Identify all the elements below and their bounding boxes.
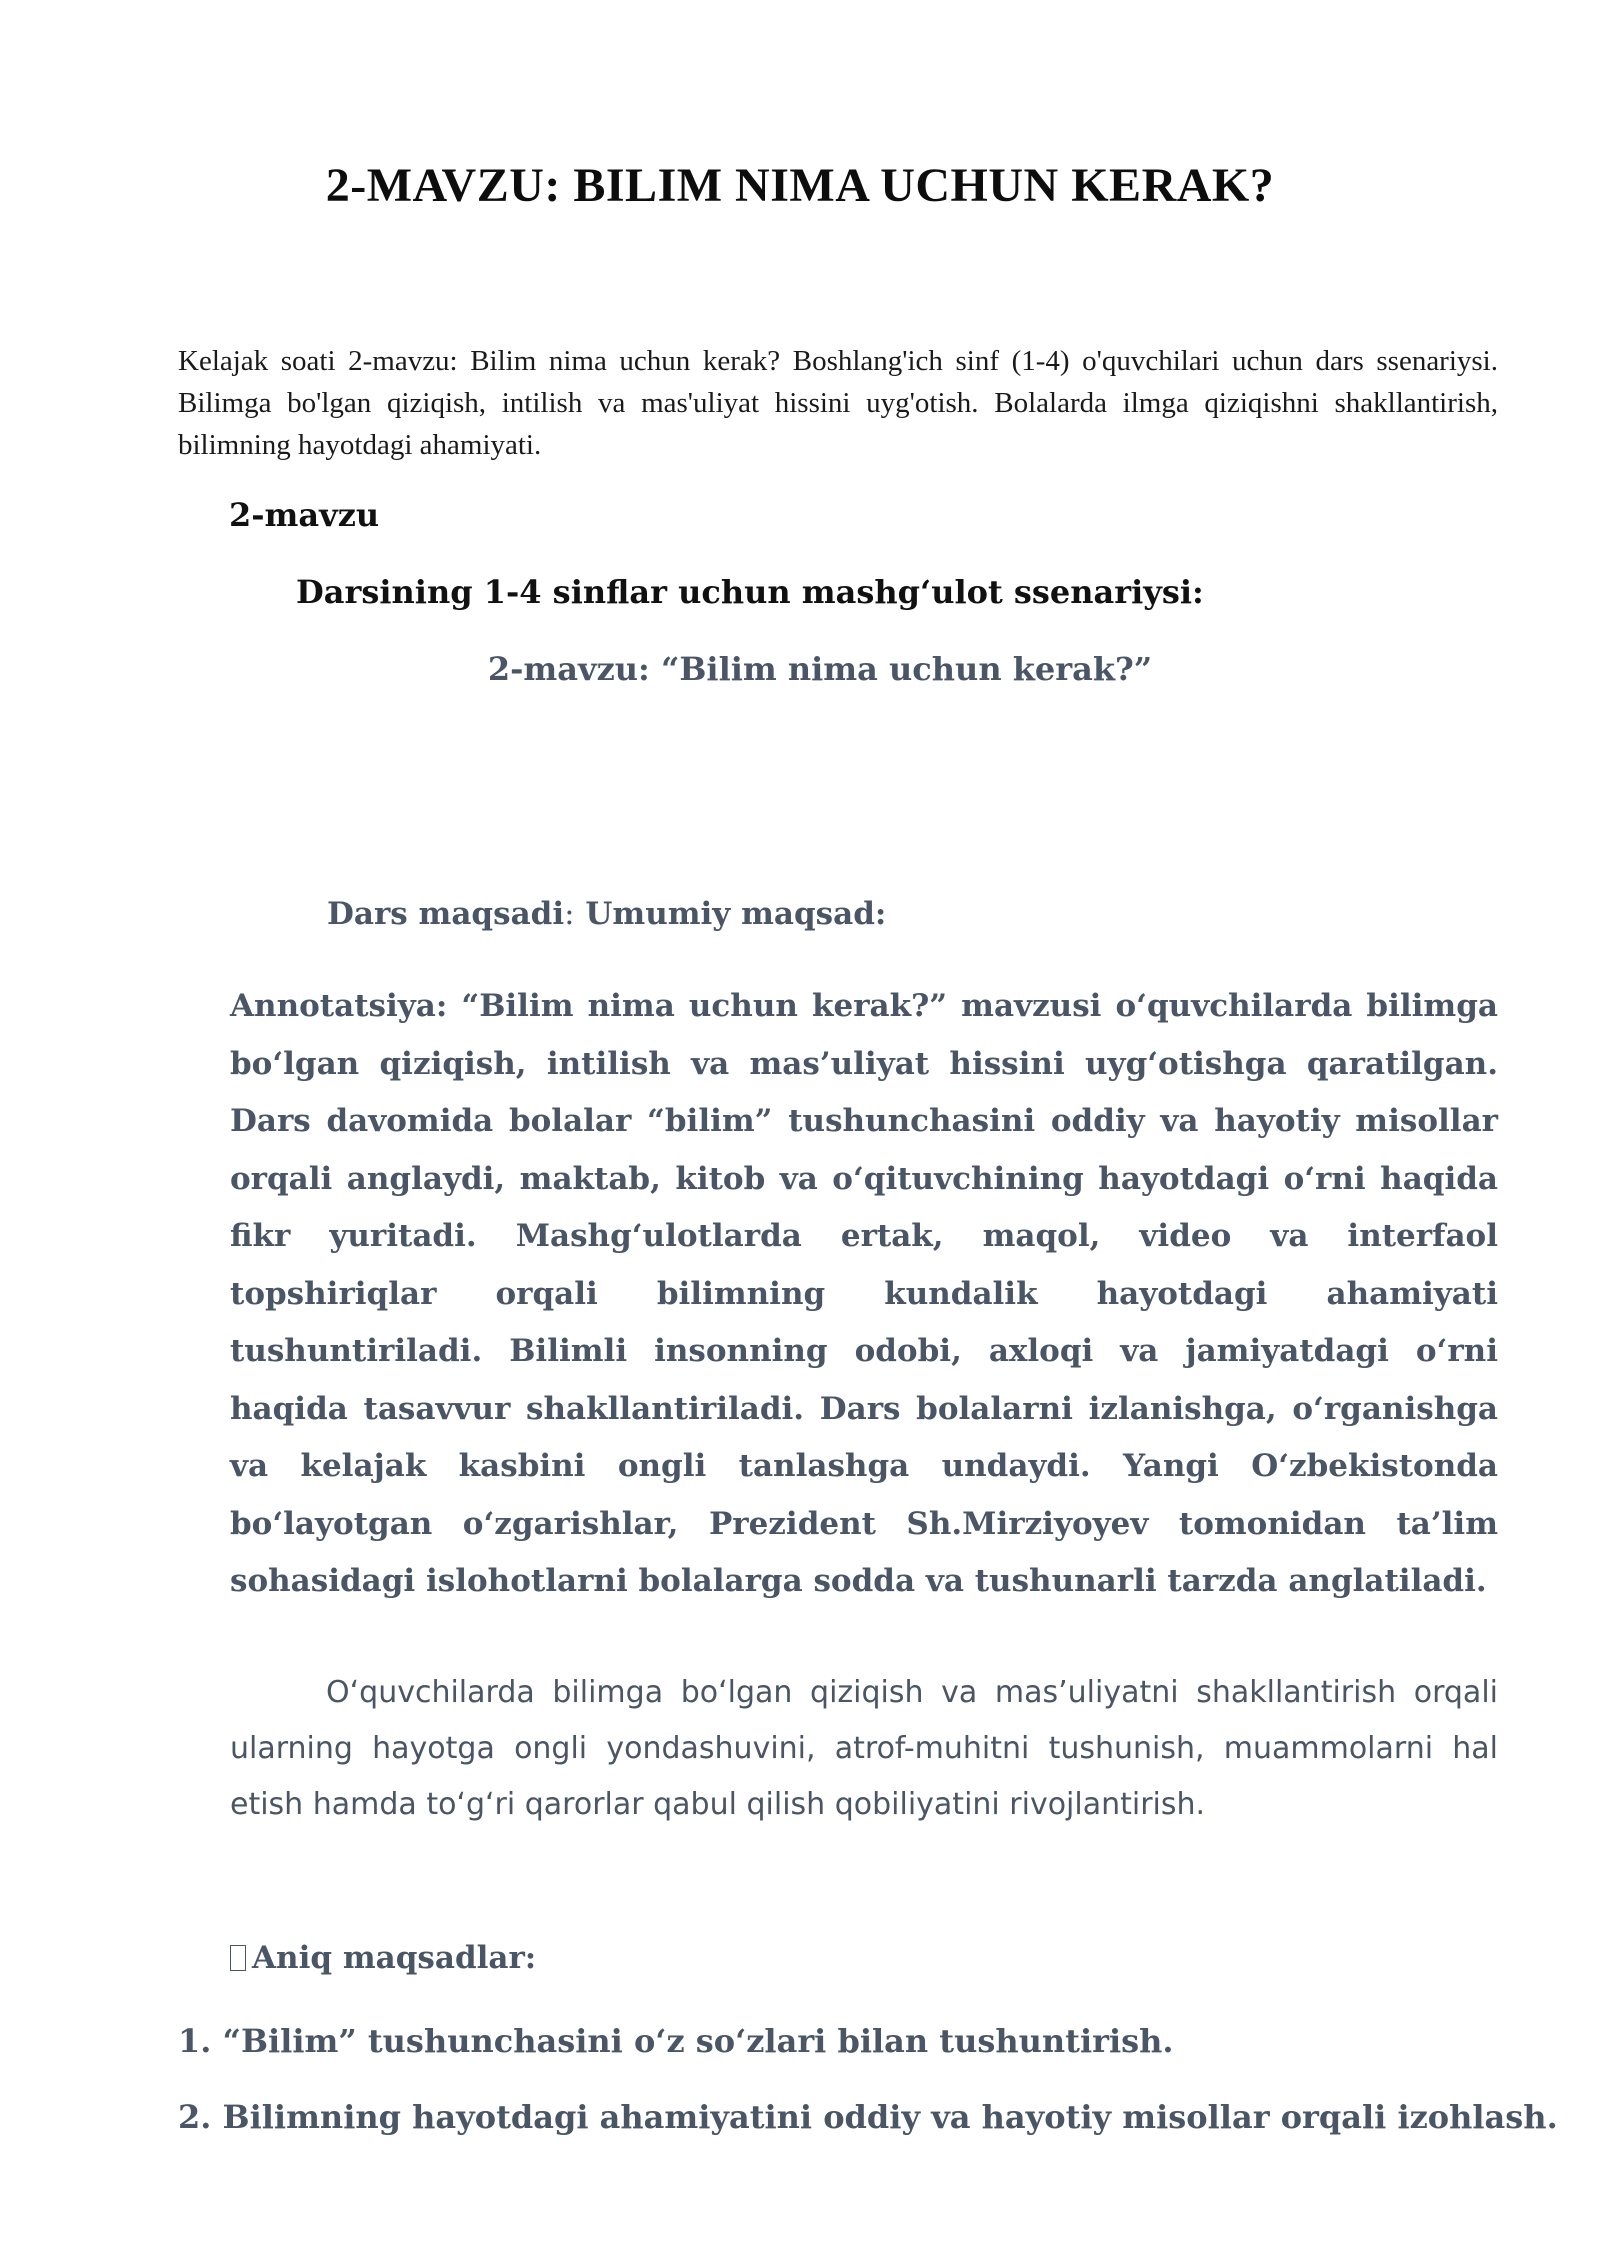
- list-item: 2. Bilimning hayotdagi ahamiyatini oddiy va hayotiy misollar orqali izohlash.: [178, 2098, 1558, 2136]
- intro-paragraph: Kelajak soati 2-mavzu: Bilim nima uchun kerak? Boshlang'ich sinf (1-4) o'quvchilari uchun dars ssenariysi. Bilimga bo'lgan qiziqish, intilish va mas'uliyat hissini uyg'otish. Bolalarda ilmga qiziqishni shakllantirish, bilimning hayotdagi ahamiyati.: [178, 345, 1498, 461]
- topic-subtitle: 2-mavzu: “Bilim nima uchun kerak?”: [487, 650, 1153, 688]
- specific-goals-heading: [230, 1940, 536, 1976]
- lesson-goal-value: Umumiy maqsad:: [574, 896, 887, 932]
- specific-goals-label: Aniq maqsadlar:: [252, 1940, 537, 1976]
- general-goal-paragraph: O‘quvchilarda bilimga bo‘lgan qiziqish va mas’uliyatni shakllantirish orqali ularning hayotga ongli yondashuvini, atrof-muhitni tushunish, muammolarni hal etish hamda to‘g‘ri qarorlar qabul qilish qobiliyatini rivojlantirish.: [230, 1675, 1498, 1822]
- lesson-scenario-heading: Darsining 1-4 sinflar uchun mashg‘ulot ssenariysi:: [296, 573, 1204, 611]
- page-title: 2-MAVZU: BILIM NIMA UCHUN KERAK?: [325, 159, 1275, 212]
- topic-heading: 2-mavzu: [229, 496, 380, 534]
- lesson-goal-label: Dars maqsadi: [327, 896, 565, 932]
- checkbox-glyph-icon: [230, 1945, 246, 1971]
- annotation-paragraph: Annotatsiya: “Bilim nima uchun kerak?” mavzusi o‘quvchilarda bilimga bo‘lgan qiziqish, intilish va mas’uliyat hissini uyg‘otishga qaratilgan. Dars davomida bolalar “bilim” tushunchasini oddiy va hayotiy misollar orqali anglaydi, maktab, kitob va o‘qituvchining hayotdagi o‘rni haqida fikr yuritadi. Mashg‘ulotlarda ertak, maqol, video va interfaol topshiriqlar orqali bilimning kundalik hayotdagi ahamiyati tushuntiriladi. Bilimli insonning odobi, axloqi va jamiyatdagi o‘rni haqida tasavvur shakllantiriladi. Dars bolalarni izlanishga, o‘rganishga va kelajak kasbini ongli tanlashga undaydi. Yangi O‘zbekistonda bo‘layotgan o‘zgarishlar, Prezident Sh.Mirziyoyev tomonidan ta’lim sohasidagi islohotlarni bolalarga sodda va tushunarli tarzda anglatiladi.: [230, 988, 1498, 1599]
- lesson-goal-line: [327, 896, 886, 932]
- list-item: 1. “Bilim” tushunchasini o‘z so‘zlari bilan tushuntirish.: [178, 2022, 1174, 2060]
- lesson-goal-colon: :: [564, 896, 575, 932]
